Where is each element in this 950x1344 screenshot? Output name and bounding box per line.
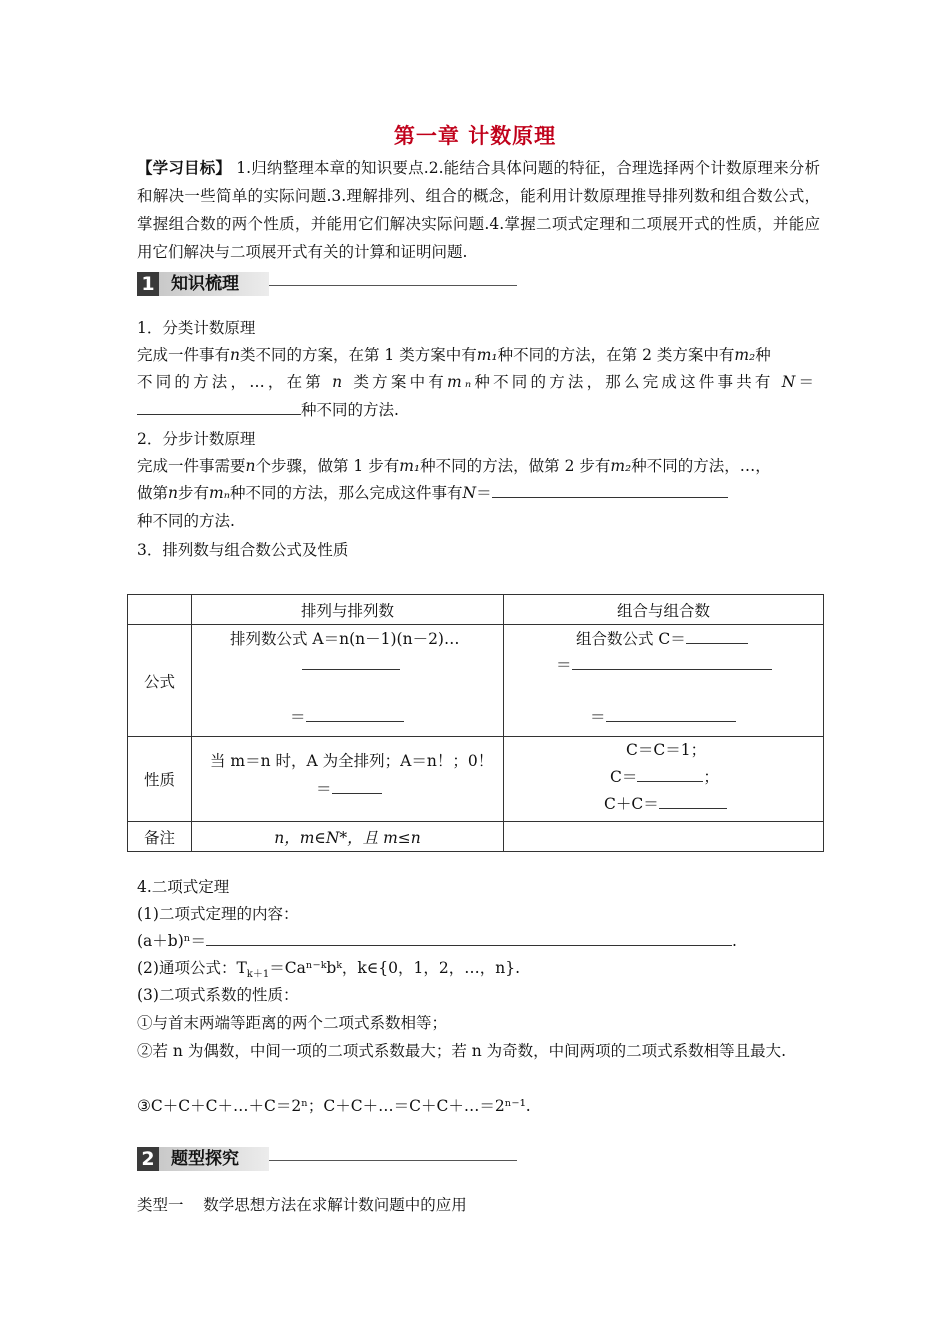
note-cell: n，m∈N*，且 m≤n bbox=[192, 822, 504, 852]
var-m1: m₁ bbox=[399, 457, 421, 475]
perm-formula-cell bbox=[192, 625, 504, 737]
text: C＋C＝ bbox=[604, 795, 659, 813]
var-mn: mₙ bbox=[447, 373, 475, 391]
answer-blank bbox=[302, 653, 400, 670]
text: 完成一件事有 bbox=[137, 346, 231, 364]
section-rule bbox=[269, 1160, 517, 1161]
formula-table bbox=[127, 594, 824, 852]
item1-heading: 1．分类计数原理 bbox=[137, 319, 256, 337]
perm-property: 当 m＝n 时，A 为全排列；A＝n！；0！ bbox=[210, 752, 494, 770]
table-header-permutation: 排列与排列数 bbox=[192, 595, 504, 625]
section-rule bbox=[269, 285, 517, 286]
text: ＝ bbox=[556, 656, 572, 674]
text: ； bbox=[703, 768, 719, 786]
text: . bbox=[731, 932, 737, 950]
text: ＝ bbox=[798, 373, 818, 391]
text: ＝ bbox=[290, 708, 306, 726]
answer-blank bbox=[606, 705, 736, 722]
text: 不同的方法，…，在第 bbox=[137, 373, 325, 391]
comb-formula-cell bbox=[504, 625, 824, 737]
property-3: ③C＋C＋C＋…＋C＝2ⁿ；C＋C＋…＝C＋C＋…＝2ⁿ⁻¹. bbox=[137, 1097, 531, 1115]
text: (a＋b)ⁿ＝ bbox=[137, 932, 206, 950]
perm-property-eq bbox=[316, 777, 382, 799]
subscript: k＋1 bbox=[246, 969, 270, 981]
type-one-heading: 类型一 数学思想方法在求解计数问题中的应用 bbox=[137, 1196, 467, 1214]
item2-line1 bbox=[137, 453, 820, 480]
perm-eq-line bbox=[290, 705, 404, 727]
text: 种不同的方法，那么完成这件事共有 bbox=[474, 373, 774, 391]
property-1: ①与首末两端等距离的两个二项式系数相等； bbox=[137, 1014, 448, 1032]
section-number: 1 bbox=[137, 272, 159, 296]
var-m2: m₂ bbox=[734, 346, 756, 364]
section-number: 2 bbox=[137, 1147, 159, 1171]
text: ＝Caⁿ⁻ᵏbᵏ，k∈{0，1，2，…，n}. bbox=[269, 959, 521, 977]
goals-text: 1.归纳整理本章的知识要点.2.能结合具体问题的特征，合理选择两个计数原理来分析和解决一些简单的实际问题.3.理解排列、组合的概念，能利用计数原理推导排列数和组合数公式，掌握组合数的两个性质，并能用它们解决实际问题.4.掌握二项式定理和二项展开式的性质，并能应用它们解决与二项展开式有关的计算和证明问题. bbox=[137, 159, 820, 261]
comb-property-2 bbox=[610, 765, 719, 787]
item4-heading: 4.二项式定理 bbox=[137, 878, 230, 896]
learning-goals bbox=[137, 154, 820, 266]
binomial-expansion bbox=[137, 928, 820, 955]
section-header-types bbox=[137, 1147, 517, 1171]
text: 组合数公式 C＝ bbox=[576, 630, 686, 648]
text: 种不同的方法，在第 2 类方案中有 bbox=[497, 346, 735, 364]
text: ＝ bbox=[316, 780, 332, 798]
var-N: N bbox=[781, 373, 799, 391]
item2-heading: 2．分步计数原理 bbox=[137, 430, 256, 448]
var-n: n bbox=[168, 484, 178, 502]
text: 类不同的方案，在第 1 类方案中有 bbox=[240, 346, 477, 364]
item1-line1 bbox=[137, 342, 820, 369]
section-label: 题型探究 bbox=[171, 1149, 239, 1169]
property-2: ②若 n 为偶数，中间一项的二项式系数最大；若 n 为奇数，中间两项的二项式系数相等且最大. bbox=[137, 1042, 787, 1060]
row-label-note: 备注 bbox=[128, 822, 192, 852]
table-header-combination: 组合与组合数 bbox=[504, 595, 824, 625]
var-m2: m₂ bbox=[610, 457, 632, 475]
answer-blank bbox=[572, 653, 772, 670]
var-n: n bbox=[332, 373, 346, 391]
perm-formula: 排列数公式 A＝n(n－1)(n－2)… bbox=[230, 630, 460, 648]
page-title: 第一章 计数原理 bbox=[393, 123, 557, 148]
item1-line2 bbox=[137, 369, 820, 396]
text: 做第 bbox=[137, 484, 169, 502]
comb-property-cell bbox=[504, 737, 824, 822]
row-label-property: 性质 bbox=[128, 737, 192, 822]
text: 类方案中有 bbox=[353, 373, 447, 391]
item1-line3 bbox=[137, 397, 820, 424]
table-corner bbox=[128, 595, 192, 625]
answer-blank bbox=[659, 792, 727, 809]
text: ＝ bbox=[590, 708, 606, 726]
item2-line2 bbox=[137, 480, 820, 507]
answer-blank bbox=[492, 481, 728, 498]
item3-heading: 3．排列数与组合数公式及性质 bbox=[137, 541, 349, 559]
var-n: n bbox=[245, 457, 256, 475]
text: 种不同的方法，做第 2 步有 bbox=[420, 457, 611, 475]
comb-eq-line2 bbox=[590, 705, 736, 727]
answer-blank bbox=[137, 398, 301, 415]
item4-sub3: (3)二项式系数的性质： bbox=[137, 986, 299, 1004]
text: 种不同的方法. bbox=[301, 401, 399, 419]
item4-sub1: (1)二项式定理的内容： bbox=[137, 905, 299, 923]
var-mn: mₙ bbox=[209, 484, 230, 502]
goals-label: 【学习目标】 bbox=[137, 158, 232, 177]
text: 步有 bbox=[178, 484, 210, 502]
text: C＝ bbox=[610, 768, 638, 786]
perm-blank-1 bbox=[302, 653, 400, 674]
comb-property-3 bbox=[604, 792, 727, 814]
answer-blank bbox=[206, 929, 732, 946]
answer-blank bbox=[332, 777, 382, 794]
comb-eq-line1 bbox=[556, 653, 772, 675]
row-label-formula: 公式 bbox=[128, 625, 192, 737]
item2-line3: 种不同的方法. bbox=[137, 512, 235, 530]
var-m1: m₁ bbox=[476, 346, 498, 364]
text: 种不同的方法，…， bbox=[631, 457, 771, 475]
text: 种 bbox=[755, 346, 771, 364]
section-header-knowledge bbox=[137, 272, 517, 296]
text: 个步骤，做第 1 步有 bbox=[255, 457, 400, 475]
var-n: n bbox=[230, 346, 240, 364]
text: 完成一件事需要 bbox=[137, 457, 246, 475]
section-label: 知识梳理 bbox=[171, 274, 239, 294]
empty-cell bbox=[504, 822, 824, 852]
var-N: N bbox=[462, 484, 477, 502]
text: (2)通项公式：T bbox=[137, 959, 247, 977]
answer-blank bbox=[637, 765, 703, 782]
perm-property-cell bbox=[192, 737, 504, 822]
comb-property-1: C＝C＝1； bbox=[626, 741, 707, 759]
answer-blank bbox=[686, 627, 748, 644]
text: 种不同的方法，那么完成这件事有 bbox=[230, 484, 463, 502]
comb-formula bbox=[576, 627, 748, 649]
text: ＝ bbox=[476, 484, 492, 502]
answer-blank bbox=[306, 705, 404, 722]
